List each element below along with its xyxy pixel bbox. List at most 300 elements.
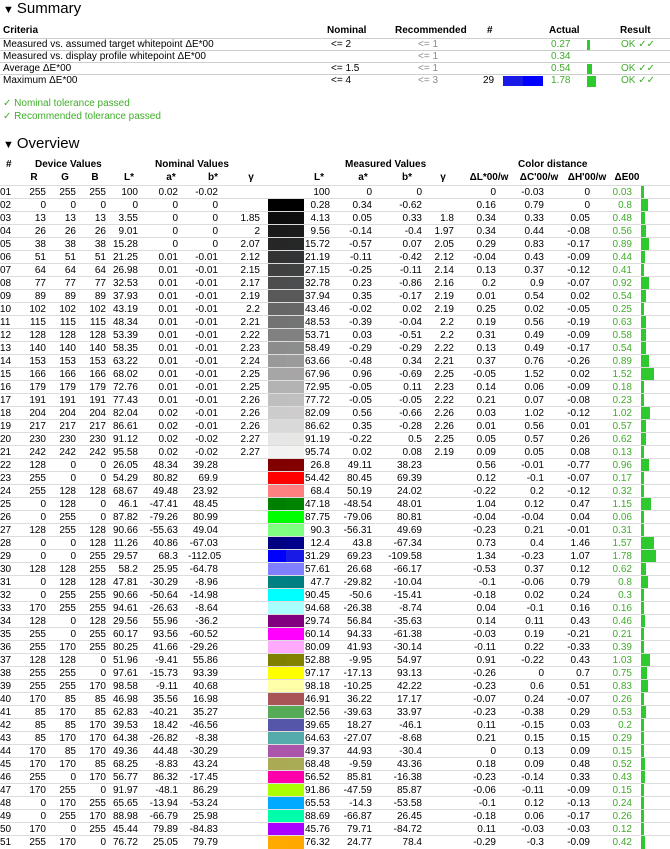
gamma-cell: 2.26	[240, 408, 260, 419]
r-cell: 170	[29, 759, 46, 770]
a-cell: 79.89	[152, 824, 178, 835]
gamma-cell: 2.23	[240, 343, 260, 354]
g-cell: 255	[59, 187, 76, 198]
dh-cell: 0.04	[570, 512, 590, 523]
dc-cell: 0.2	[530, 486, 544, 497]
dc-cell: 0.22	[524, 642, 544, 653]
col-de-header: ΔE00	[614, 172, 640, 183]
measured-gamma-cell: 2.19	[434, 447, 454, 458]
b-cell: 179	[89, 382, 106, 393]
de-cell: 0.25	[612, 304, 632, 315]
l-cell: 11.26	[113, 538, 138, 549]
measured-l-cell: 45.76	[304, 824, 330, 835]
table-row	[0, 510, 670, 524]
table-row	[0, 770, 670, 784]
table-row	[0, 315, 670, 329]
col-measured-gamma-header: γ	[440, 172, 446, 183]
de-cell: 0.62	[612, 434, 632, 445]
measured-b-cell: 0.34	[402, 356, 422, 367]
a-cell: -50.64	[149, 590, 178, 601]
l-cell: 82.04	[112, 408, 138, 419]
measured-gamma-cell: 2.2	[440, 330, 454, 341]
de-cell: 0.63	[612, 317, 632, 328]
l-cell: 91.97	[112, 785, 138, 796]
de-cell: 0.21	[612, 629, 632, 640]
measured-a-cell: 69.23	[346, 551, 372, 562]
dh-cell: 0.26	[570, 434, 590, 445]
l-cell: 77.43	[112, 395, 138, 406]
gamma-cell: 2.21	[240, 317, 260, 328]
measured-b-cell: 42.22	[396, 681, 422, 692]
dh-cell: -0.26	[567, 356, 590, 367]
r-cell: 128	[29, 525, 46, 536]
dl-cell: 0.56	[476, 460, 496, 471]
measured-b-cell: -0.11	[399, 265, 422, 276]
measured-b-cell: -0.4	[404, 226, 422, 237]
num-cell: 34	[0, 616, 12, 627]
de-cell: 0.31	[612, 525, 632, 536]
num-cell: 13	[0, 343, 12, 354]
measured-l-cell: 21.19	[304, 252, 330, 263]
dh-cell: 0.48	[570, 759, 590, 770]
b-cell: 170	[89, 733, 106, 744]
dl-cell: 0.91	[476, 655, 496, 666]
r-cell: 255	[29, 668, 46, 679]
a-cell: 0	[172, 226, 178, 237]
num-cell: 20	[0, 434, 12, 445]
r-cell: 255	[29, 837, 46, 848]
measured-b-cell: 0	[416, 187, 422, 198]
num-cell: 43	[0, 733, 12, 744]
b-cell: 255	[89, 642, 106, 653]
b-cell: 0	[100, 512, 106, 523]
num-cell: 11	[0, 317, 11, 328]
dh-cell: -0.07	[567, 473, 590, 484]
measured-l-cell: 94.68	[304, 603, 330, 614]
measured-b-cell: -66.17	[393, 564, 422, 575]
table-row	[0, 367, 670, 381]
measured-l-cell: 27.15	[304, 265, 330, 276]
table-row	[0, 497, 670, 511]
de-cell: 0.57	[612, 421, 632, 432]
measured-gamma-cell: 2.21	[434, 356, 454, 367]
measured-l-cell: 56.52	[304, 772, 330, 783]
a-cell: 0.02	[158, 434, 178, 445]
dl-cell: 0.37	[476, 356, 496, 367]
gamma-cell: 1.85	[240, 213, 260, 224]
a-cell: -9.41	[155, 655, 178, 666]
measured-l-cell: 62.56	[304, 707, 330, 718]
measured-a-cell: -0.25	[349, 265, 372, 276]
a-cell: 0	[172, 213, 178, 224]
table-row	[0, 380, 670, 394]
a-cell: -55.63	[149, 525, 178, 536]
device-values-header: Device Values	[35, 159, 102, 170]
b-cell: 128	[89, 525, 106, 536]
dc-cell: 0.06	[524, 811, 544, 822]
num-cell: 32	[0, 590, 12, 601]
measured-b-cell: -109.58	[388, 551, 422, 562]
a-cell: -48.1	[155, 785, 178, 796]
collapse-triangle-icon[interactable]: ▼	[3, 139, 14, 151]
b-star-cell: 79.79	[192, 837, 218, 848]
measured-b-cell: -15.41	[393, 590, 422, 601]
measured-a-cell: 0.02	[352, 447, 372, 458]
actual-cell: 0.27	[551, 39, 571, 50]
r-cell: 170	[29, 694, 46, 705]
summary-heading[interactable]: ▼ Summary	[3, 0, 82, 17]
l-cell: 65.65	[112, 798, 138, 809]
measured-l-cell: 9.56	[310, 226, 330, 237]
measured-a-cell: 56.84	[346, 616, 372, 627]
b-cell: 128	[89, 486, 106, 497]
dh-cell: -0.01	[567, 525, 590, 536]
g-cell: 0	[70, 538, 76, 549]
table-row	[0, 666, 670, 680]
col-l-header: L*	[124, 172, 134, 183]
dh-cell: -0.07	[567, 694, 590, 705]
dh-cell: 0.43	[570, 655, 590, 666]
a-cell: 0.01	[158, 304, 178, 315]
r-cell: 170	[29, 785, 46, 796]
measured-a-cell: 79.71	[346, 824, 372, 835]
l-cell: 26.98	[112, 265, 138, 276]
measured-b-cell: -0.05	[399, 395, 422, 406]
l-cell: 68.67	[112, 486, 138, 497]
table-row	[0, 393, 670, 407]
b-star-cell: -0.02	[195, 447, 218, 458]
num-cell: 12	[0, 330, 12, 341]
measured-b-cell: -0.17	[399, 291, 422, 302]
b-star-cell: -0.02	[195, 434, 218, 445]
table-row	[0, 822, 670, 836]
r-cell: 77	[34, 278, 46, 289]
g-cell: 170	[59, 707, 76, 718]
b-star-cell: 23.92	[192, 486, 218, 497]
de-cell: 0.83	[612, 681, 632, 692]
num-cell: 14	[0, 356, 12, 367]
measured-gamma-cell: 2.12	[434, 252, 454, 263]
l-cell: 3.55	[118, 213, 138, 224]
r-cell: 191	[29, 395, 46, 406]
g-cell: 0	[70, 551, 76, 562]
a-cell: -9.11	[155, 681, 178, 692]
b-star-cell: 40.68	[192, 681, 218, 692]
b-cell: 255	[89, 187, 106, 198]
r-cell: 115	[30, 317, 46, 328]
b-cell: 255	[89, 551, 106, 562]
b-star-cell: 39.28	[192, 460, 218, 471]
dc-cell: -0.23	[521, 551, 544, 562]
measured-l-cell: 82.09	[304, 408, 330, 419]
b-cell: 140	[89, 343, 106, 354]
measured-l-cell: 64.63	[304, 733, 330, 744]
measured-l-cell: 52.88	[304, 655, 330, 666]
actual-bar	[587, 76, 596, 87]
b-cell: 191	[89, 395, 106, 406]
table-row	[0, 445, 670, 459]
dl-cell: 0	[490, 187, 496, 198]
dc-cell: 0.02	[524, 304, 544, 315]
measured-a-cell: 0.23	[352, 278, 372, 289]
measured-gamma-cell: 1.8	[440, 213, 454, 224]
g-cell: 85	[64, 720, 76, 731]
measured-l-cell: 48.53	[304, 317, 330, 328]
dh-cell: 0.02	[570, 291, 590, 302]
num-cell: 40	[0, 694, 12, 705]
a-cell: -15.73	[149, 668, 178, 679]
measured-values-header: Measured Values	[345, 159, 427, 170]
de-cell: 0.54	[612, 343, 632, 354]
de-cell: 0.15	[612, 746, 632, 757]
dh-cell: -0.17	[567, 239, 590, 250]
r-cell: 102	[29, 304, 46, 315]
g-cell: 85	[64, 694, 76, 705]
measured-b-cell: -0.29	[399, 343, 422, 354]
measured-l-cell: 49.37	[304, 746, 330, 757]
b-cell: 26	[94, 226, 106, 237]
g-cell: 128	[59, 330, 76, 341]
dc-cell: 0.44	[524, 226, 544, 237]
dc-cell: -0.03	[521, 824, 544, 835]
dl-cell: -0.07	[473, 694, 496, 705]
dh-cell: -0.33	[567, 642, 590, 653]
dc-cell: 0.37	[524, 564, 544, 575]
num-cell: 28	[0, 538, 12, 549]
g-cell: 170	[59, 837, 76, 848]
a-cell: 48.34	[152, 460, 178, 471]
b-cell: 128	[89, 616, 106, 627]
b-cell: 77	[94, 278, 106, 289]
de-cell: 0.13	[612, 447, 632, 458]
de-cell: 0.92	[612, 278, 632, 289]
l-cell: 47.81	[112, 577, 138, 588]
measured-a-cell: 0.34	[352, 200, 372, 211]
measured-gamma-cell: 2.19	[434, 304, 454, 315]
measured-l-cell: 68.4	[310, 486, 330, 497]
a-cell: -13.94	[149, 798, 178, 809]
g-cell: 153	[59, 356, 76, 367]
g-cell: 204	[59, 408, 76, 419]
dc-cell: 0.83	[524, 239, 544, 250]
a-cell: 0.01	[158, 343, 178, 354]
r-cell: 128	[29, 616, 46, 627]
num-cell: 38	[0, 668, 12, 679]
r-cell: 255	[29, 473, 46, 484]
table-row	[0, 406, 670, 420]
num-cell: 45	[0, 759, 12, 770]
b-star-cell: -0.01	[195, 330, 218, 341]
collapse-triangle-icon[interactable]: ▼	[3, 4, 14, 16]
b-star-cell: 0	[212, 226, 218, 237]
r-cell: 140	[29, 343, 46, 354]
r-cell: 0	[40, 538, 46, 549]
de-cell: 0.54	[612, 291, 632, 302]
result-cell: OK ✓✓	[621, 63, 655, 74]
measured-gamma-cell: 2.25	[434, 434, 454, 445]
recommended-header: Recommended	[395, 25, 467, 36]
measured-b-cell: -35.63	[393, 616, 422, 627]
dc-cell: 0.4	[530, 538, 544, 549]
dc-cell: 0.54	[524, 291, 544, 302]
dl-cell: 0.31	[476, 330, 496, 341]
measured-b-cell: -0.42	[399, 252, 422, 263]
r-cell: 0	[40, 811, 46, 822]
overview-heading[interactable]: ▼ Overview	[3, 135, 80, 152]
l-cell: 37.93	[112, 291, 138, 302]
measured-b-cell: 24.02	[396, 486, 422, 497]
num-cell: 22	[0, 460, 12, 471]
l-cell: 88.98	[112, 811, 138, 822]
g-cell: 170	[59, 759, 76, 770]
table-row	[0, 575, 670, 589]
de-cell: 1.52	[612, 369, 632, 380]
measured-l-cell: 100	[313, 187, 330, 198]
measured-a-cell: -0.11	[349, 252, 372, 263]
measured-l-cell: 72.95	[304, 382, 330, 393]
measured-l-cell: 65.53	[304, 798, 330, 809]
measured-a-cell: -0.48	[349, 356, 372, 367]
b-star-cell: 93.39	[192, 668, 218, 679]
table-row	[0, 796, 670, 810]
l-cell: 39.53	[112, 720, 138, 731]
dc-cell: -0.38	[521, 707, 544, 718]
num-cell: 27	[0, 525, 12, 536]
a-cell: 0.01	[158, 278, 178, 289]
measured-b-cell: -84.72	[393, 824, 422, 835]
dc-cell: -0.04	[521, 512, 544, 523]
recommended-cell: <= 3	[418, 75, 439, 86]
r-cell: 255	[29, 642, 46, 653]
b-star-cell: -84.83	[189, 824, 218, 835]
l-cell: 29.57	[112, 551, 138, 562]
table-row	[0, 354, 670, 368]
de-cell: 0.16	[612, 603, 632, 614]
de-cell: 0.12	[612, 824, 632, 835]
num-cell: 44	[0, 746, 12, 757]
table-row	[0, 640, 670, 654]
measured-l-cell: 37.94	[304, 291, 330, 302]
r-cell: 242	[29, 447, 46, 458]
measured-l-cell: 63.66	[304, 356, 330, 367]
measured-a-cell: -0.05	[349, 395, 372, 406]
r-cell: 0	[40, 499, 46, 510]
l-cell: 86.61	[112, 421, 138, 432]
nominal-legend: ✓ Nominal tolerance passed	[3, 98, 130, 109]
nominal-header: Nominal	[327, 25, 367, 36]
de-cell: 0.42	[612, 837, 632, 848]
l-cell: 32.53	[112, 278, 138, 289]
measured-b-cell: 49.69	[396, 525, 422, 536]
de-cell: 1.15	[612, 499, 632, 510]
b-star-cell: -0.01	[195, 356, 218, 367]
measured-a-cell: -47.59	[343, 785, 372, 796]
de-cell: 0.26	[612, 811, 632, 822]
l-cell: 51.96	[112, 655, 138, 666]
b-star-cell: -46.56	[189, 720, 218, 731]
table-row	[0, 718, 670, 732]
b-star-cell: 86.29	[192, 785, 218, 796]
dh-cell: 1.46	[570, 538, 590, 549]
measured-a-cell: -0.14	[349, 226, 372, 237]
a-cell: 55.96	[152, 616, 178, 627]
measured-b-cell: -0.86	[399, 278, 422, 289]
b-cell: 255	[89, 824, 106, 835]
dh-cell: -0.05	[567, 304, 590, 315]
dl-cell: -0.26	[473, 668, 496, 679]
b-cell: 255	[89, 798, 106, 809]
measured-a-cell: 80.45	[346, 473, 372, 484]
count-header: #	[487, 25, 493, 36]
measured-a-cell: -9.59	[349, 759, 372, 770]
dl-cell: 0.11	[477, 720, 496, 731]
table-row	[0, 614, 670, 628]
l-cell: 90.66	[112, 590, 138, 601]
a-cell: 0.01	[158, 330, 178, 341]
r-cell: 128	[29, 330, 46, 341]
measured-a-cell: 18.27	[346, 720, 372, 731]
measured-b-cell: -53.58	[393, 798, 422, 809]
dl-cell: 0.21	[476, 733, 496, 744]
de-cell: 0.29	[612, 733, 632, 744]
num-cell: 18	[0, 408, 12, 419]
b-cell: 128	[89, 330, 106, 341]
dl-cell: 0.73	[476, 538, 496, 549]
dh-cell: 0.47	[570, 499, 590, 510]
dl-cell: 0.01	[476, 291, 496, 302]
num-cell: 36	[0, 642, 12, 653]
measured-gamma-cell: 2.14	[434, 265, 454, 276]
num-cell: 05	[0, 239, 12, 250]
dl-cell: -0.1	[478, 798, 496, 809]
dc-cell: 0.11	[525, 616, 544, 627]
num-cell: 15	[0, 369, 12, 380]
a-cell: -79.26	[149, 512, 178, 523]
measured-b-cell: 0.02	[402, 304, 422, 315]
de-cell: 1.03	[612, 655, 632, 666]
r-cell: 128	[29, 460, 46, 471]
measured-a-cell: -0.29	[349, 343, 372, 354]
dh-cell: 0.02	[570, 369, 590, 380]
table-row	[0, 549, 670, 563]
b-star-cell: -14.98	[189, 590, 218, 601]
r-cell: 230	[29, 434, 46, 445]
dl-cell: 0.16	[476, 200, 496, 211]
measured-gamma-cell: 2.22	[434, 395, 454, 406]
l-cell: 72.76	[112, 382, 138, 393]
num-cell: 06	[0, 252, 12, 263]
b-cell: 128	[89, 577, 106, 588]
recommended-cell: <= 1	[418, 39, 439, 50]
col-measured-l-header: L*	[314, 172, 324, 183]
measured-a-cell: 94.33	[346, 629, 372, 640]
measured-b-cell: 80.81	[396, 512, 422, 523]
measured-l-cell: 26.8	[310, 460, 330, 471]
b-star-cell: -0.01	[195, 343, 218, 354]
b-star-cell: -8.64	[195, 603, 218, 614]
gamma-cell: 2.25	[240, 369, 260, 380]
g-cell: 115	[60, 317, 76, 328]
dh-cell: 0.7	[576, 668, 590, 679]
dl-cell: 0.25	[476, 304, 496, 315]
gamma-cell: 2	[254, 226, 260, 237]
de-cell: 0.8	[618, 200, 632, 211]
dh-cell: 0.24	[570, 590, 590, 601]
r-cell: 255	[29, 681, 46, 692]
measured-a-cell: 41.93	[346, 642, 372, 653]
table-row	[0, 263, 670, 277]
r-cell: 0	[40, 512, 46, 523]
